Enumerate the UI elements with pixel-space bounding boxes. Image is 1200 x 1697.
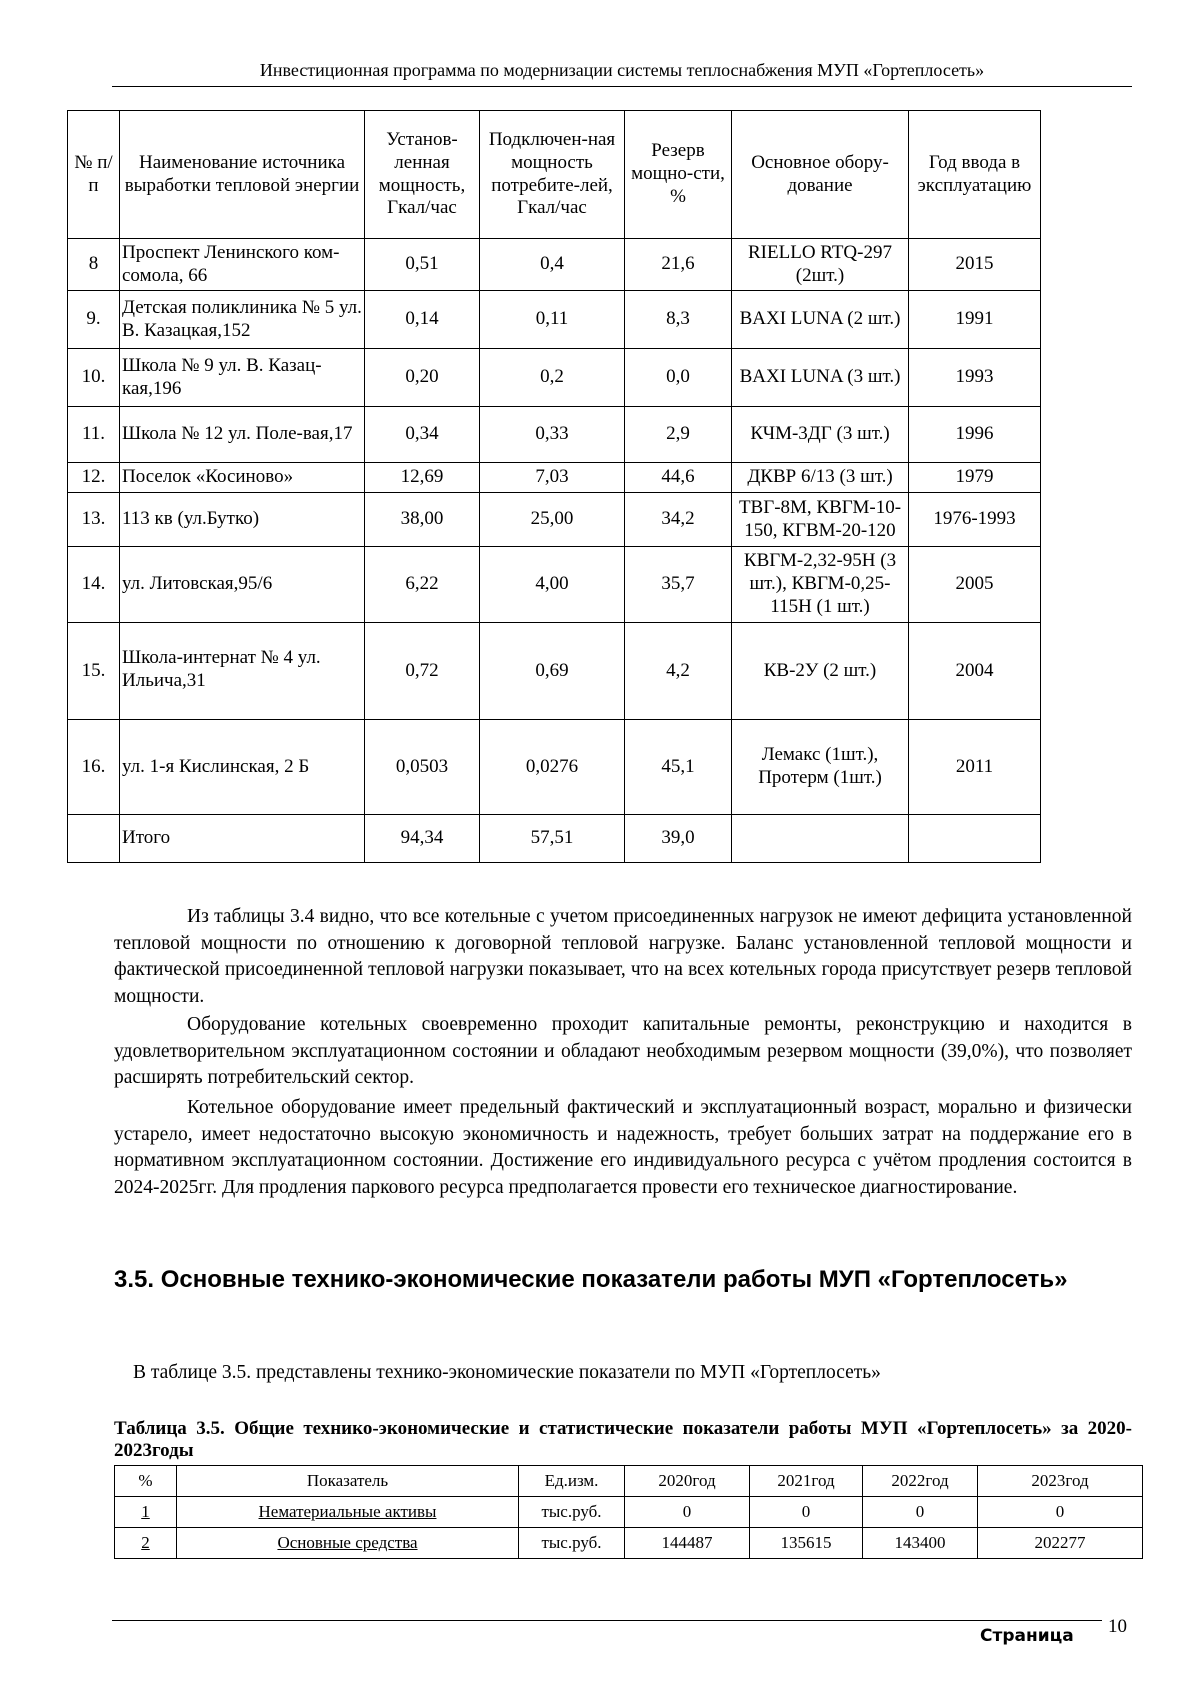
- cell-installed: 38,00: [365, 493, 480, 547]
- table-row: [68, 291, 1041, 349]
- cell-num: 10.: [68, 349, 120, 407]
- cell-2023: 202277: [978, 1528, 1143, 1559]
- cell-num: 16.: [68, 720, 120, 815]
- cell-num: 8: [68, 239, 120, 291]
- cell-equipment: ДКВР 6/13 (3 шт.): [732, 463, 909, 493]
- cell-source: ул. 1-я Кислинская, 2 Б: [120, 720, 365, 815]
- cell-source: 113 кв (ул.Бутко): [120, 493, 365, 547]
- cell-num: 14.: [68, 547, 120, 623]
- table-row: [68, 349, 1041, 407]
- indicators-table: [114, 1465, 1143, 1559]
- cell-reserve: 35,7: [625, 547, 732, 623]
- cell-source: Проспект Ленинского ком-сомола, 66: [120, 239, 365, 291]
- cell-num: 11.: [68, 407, 120, 463]
- cell-connected: 0,0276: [480, 720, 625, 815]
- table-row: [68, 547, 1041, 623]
- cell-equipment: КВГМ-2,32-95Н (3 шт.), КВГМ-0,25-115Н (1 шт.): [732, 547, 909, 623]
- cell-connected: 4,00: [480, 547, 625, 623]
- table-row: [68, 623, 1041, 720]
- col-header-num: %: [115, 1466, 177, 1497]
- col-header-2020: 2020год: [625, 1466, 750, 1497]
- cell-2020: 0: [625, 1497, 750, 1528]
- indicators-table-header: [115, 1466, 1143, 1497]
- cell-equipment: [732, 815, 909, 863]
- cell-year: 1996: [909, 407, 1041, 463]
- cell-num: [68, 815, 120, 863]
- table-row: [68, 239, 1041, 291]
- cell-2021: 0: [750, 1497, 863, 1528]
- cell-unit: тыс.руб.: [519, 1497, 625, 1528]
- cell-unit: тыс.руб.: [519, 1528, 625, 1559]
- cell-source: Поселок «Косиново»: [120, 463, 365, 493]
- footer-rule: [112, 1620, 1102, 1621]
- section-intro: В таблице 3.5. представлены технико-экономические показатели по МУП «Гортеплосеть»: [133, 1362, 881, 1383]
- col-header-2022: 2022год: [863, 1466, 978, 1497]
- cell-year: 1979: [909, 463, 1041, 493]
- table-row: [68, 407, 1041, 463]
- table-row: [68, 720, 1041, 815]
- cell-year: 1991: [909, 291, 1041, 349]
- cell-equipment: BAXI LUNA (3 шт.): [732, 349, 909, 407]
- cell-installed: 0,0503: [365, 720, 480, 815]
- cell-num: 12.: [68, 463, 120, 493]
- cell-num: 9.: [68, 291, 120, 349]
- page-number: 10: [1108, 1616, 1127, 1637]
- col-header-year: Год ввода в эксплуатацию: [909, 111, 1041, 239]
- paragraph-age: Котельное оборудование имеет предельный фактический и эксплуатационный возраст, морально и физически устарело, имеет недостаточно высокую экономичность и надежность, требует больших затрат на поддержание его в нормативном эксплуатационном состоянии. Достижение его индивидуального ресурса с учётом продления состоится в 2024-2025гг. Для продления паркового ресурса предполагается провести его техническое диагностирование.: [114, 1097, 1132, 1198]
- cell-source: ул. Литовская,95/6: [120, 547, 365, 623]
- cell-installed: 0,20: [365, 349, 480, 407]
- cell-year: 1976-1993: [909, 493, 1041, 547]
- page-header-title: Инвестиционная программа по модернизации системы теплоснабжения МУП «Гортеплосеть»: [259, 60, 985, 80]
- col-header-2023: 2023год: [978, 1466, 1143, 1497]
- cell-indicator-link[interactable]: Нематериальные активы: [177, 1497, 519, 1528]
- cell-reserve: 34,2: [625, 493, 732, 547]
- cell-reserve: 0,0: [625, 349, 732, 407]
- table-row: [115, 1528, 1143, 1559]
- paragraph-balance: Из таблицы 3.4 видно, что все котельные с учетом присоединенных нагрузок не имеют дефицита установленной тепловой мощности по отношению к договорной тепловой нагрузке. Баланс установленной тепловой мощности и фактической присоединенной тепловой нагрузки показывает, что на всех котельных города присутствует резерв тепловой мощности.: [114, 906, 1132, 1007]
- col-header-installed: Установ-ленная мощность, Гкал/час: [365, 111, 480, 239]
- cell-installed: 12,69: [365, 463, 480, 493]
- cell-2021: 135615: [750, 1528, 863, 1559]
- cell-year: 2004: [909, 623, 1041, 720]
- boiler-table-header: [68, 111, 1041, 239]
- cell-source: Итого: [120, 815, 365, 863]
- table-row: [68, 493, 1041, 547]
- cell-2022: 0: [863, 1497, 978, 1528]
- boiler-table: [67, 110, 1041, 863]
- cell-installed: 6,22: [365, 547, 480, 623]
- cell-equipment: ТВГ-8М, КВГМ-10-150, КГВМ-20-120: [732, 493, 909, 547]
- cell-connected: 57,51: [480, 815, 625, 863]
- cell-reserve: 21,6: [625, 239, 732, 291]
- cell-2022: 143400: [863, 1528, 978, 1559]
- cell-num-link[interactable]: 1: [115, 1497, 177, 1528]
- cell-reserve: 2,9: [625, 407, 732, 463]
- cell-installed: 94,34: [365, 815, 480, 863]
- col-header-reserve: Резерв мощно-сти, %: [625, 111, 732, 239]
- table-row: [115, 1497, 1143, 1528]
- cell-source: Школа № 12 ул. Поле-вая,17: [120, 407, 365, 463]
- cell-reserve: 39,0: [625, 815, 732, 863]
- cell-installed: 0,34: [365, 407, 480, 463]
- cell-num-link[interactable]: 2: [115, 1528, 177, 1559]
- cell-source: Детская поликлиника № 5 ул. В. Казацкая,152: [120, 291, 365, 349]
- cell-connected: 0,2: [480, 349, 625, 407]
- cell-num: 13.: [68, 493, 120, 547]
- cell-equipment: Лемакс (1шт.), Протерм (1шт.): [732, 720, 909, 815]
- cell-connected: 0,69: [480, 623, 625, 720]
- cell-equipment: BAXI LUNA (2 шт.): [732, 291, 909, 349]
- cell-2023: 0: [978, 1497, 1143, 1528]
- col-header-source: Наименование источника выработки тепловой энергии: [120, 111, 365, 239]
- cell-equipment: RIELLO RTQ-297 (2шт.): [732, 239, 909, 291]
- cell-installed: 0,51: [365, 239, 480, 291]
- cell-reserve: 45,1: [625, 720, 732, 815]
- cell-connected: 0,11: [480, 291, 625, 349]
- cell-indicator-link[interactable]: Основные средства: [177, 1528, 519, 1559]
- cell-connected: 0,33: [480, 407, 625, 463]
- header-rule: [112, 86, 1132, 87]
- table-caption: Таблица 3.5. Общие технико-экономические и статистические показатели работы МУП «Гортеплосеть» за 2020-2023годы: [114, 1418, 1132, 1461]
- table-row-total: [68, 815, 1041, 863]
- paragraph-equipment: Оборудование котельных своевременно проходит капитальные ремонты, реконструкцию и находится в удовлетворительном эксплуатационном состоянии и обладают необходимым резервом мощности (39,0%), что позволяет расширять потребительский сектор.: [114, 1014, 1132, 1088]
- cell-year: [909, 815, 1041, 863]
- cell-equipment: КВ-2У (2 шт.): [732, 623, 909, 720]
- cell-installed: 0,72: [365, 623, 480, 720]
- cell-installed: 0,14: [365, 291, 480, 349]
- cell-connected: 0,4: [480, 239, 625, 291]
- cell-reserve: 4,2: [625, 623, 732, 720]
- footer-page-label: Страница: [980, 1626, 1074, 1646]
- cell-source: Школа-интернат № 4 ул. Ильича,31: [120, 623, 365, 720]
- col-header-num: № п/п: [68, 111, 120, 239]
- cell-year: 2011: [909, 720, 1041, 815]
- cell-connected: 25,00: [480, 493, 625, 547]
- cell-reserve: 44,6: [625, 463, 732, 493]
- col-header-2021: 2021год: [750, 1466, 863, 1497]
- cell-year: 1993: [909, 349, 1041, 407]
- col-header-indicator: Показатель: [177, 1466, 519, 1497]
- col-header-unit: Ед.изм.: [519, 1466, 625, 1497]
- cell-2020: 144487: [625, 1528, 750, 1559]
- cell-equipment: КЧМ-3ДГ (3 шт.): [732, 407, 909, 463]
- cell-source: Школа № 9 ул. В. Казац-кая,196: [120, 349, 365, 407]
- cell-num: 15.: [68, 623, 120, 720]
- col-header-connected: Подключен-ная мощность потребите-лей, Гкал/час: [480, 111, 625, 239]
- cell-year: 2015: [909, 239, 1041, 291]
- cell-year: 2005: [909, 547, 1041, 623]
- cell-connected: 7,03: [480, 463, 625, 493]
- section-heading: 3.5. Основные технико-экономические показатели работы МУП «Гортеплосеть»: [114, 1266, 1068, 1293]
- col-header-equipment: Основное обору-дование: [732, 111, 909, 239]
- cell-reserve: 8,3: [625, 291, 732, 349]
- table-row: [68, 463, 1041, 493]
